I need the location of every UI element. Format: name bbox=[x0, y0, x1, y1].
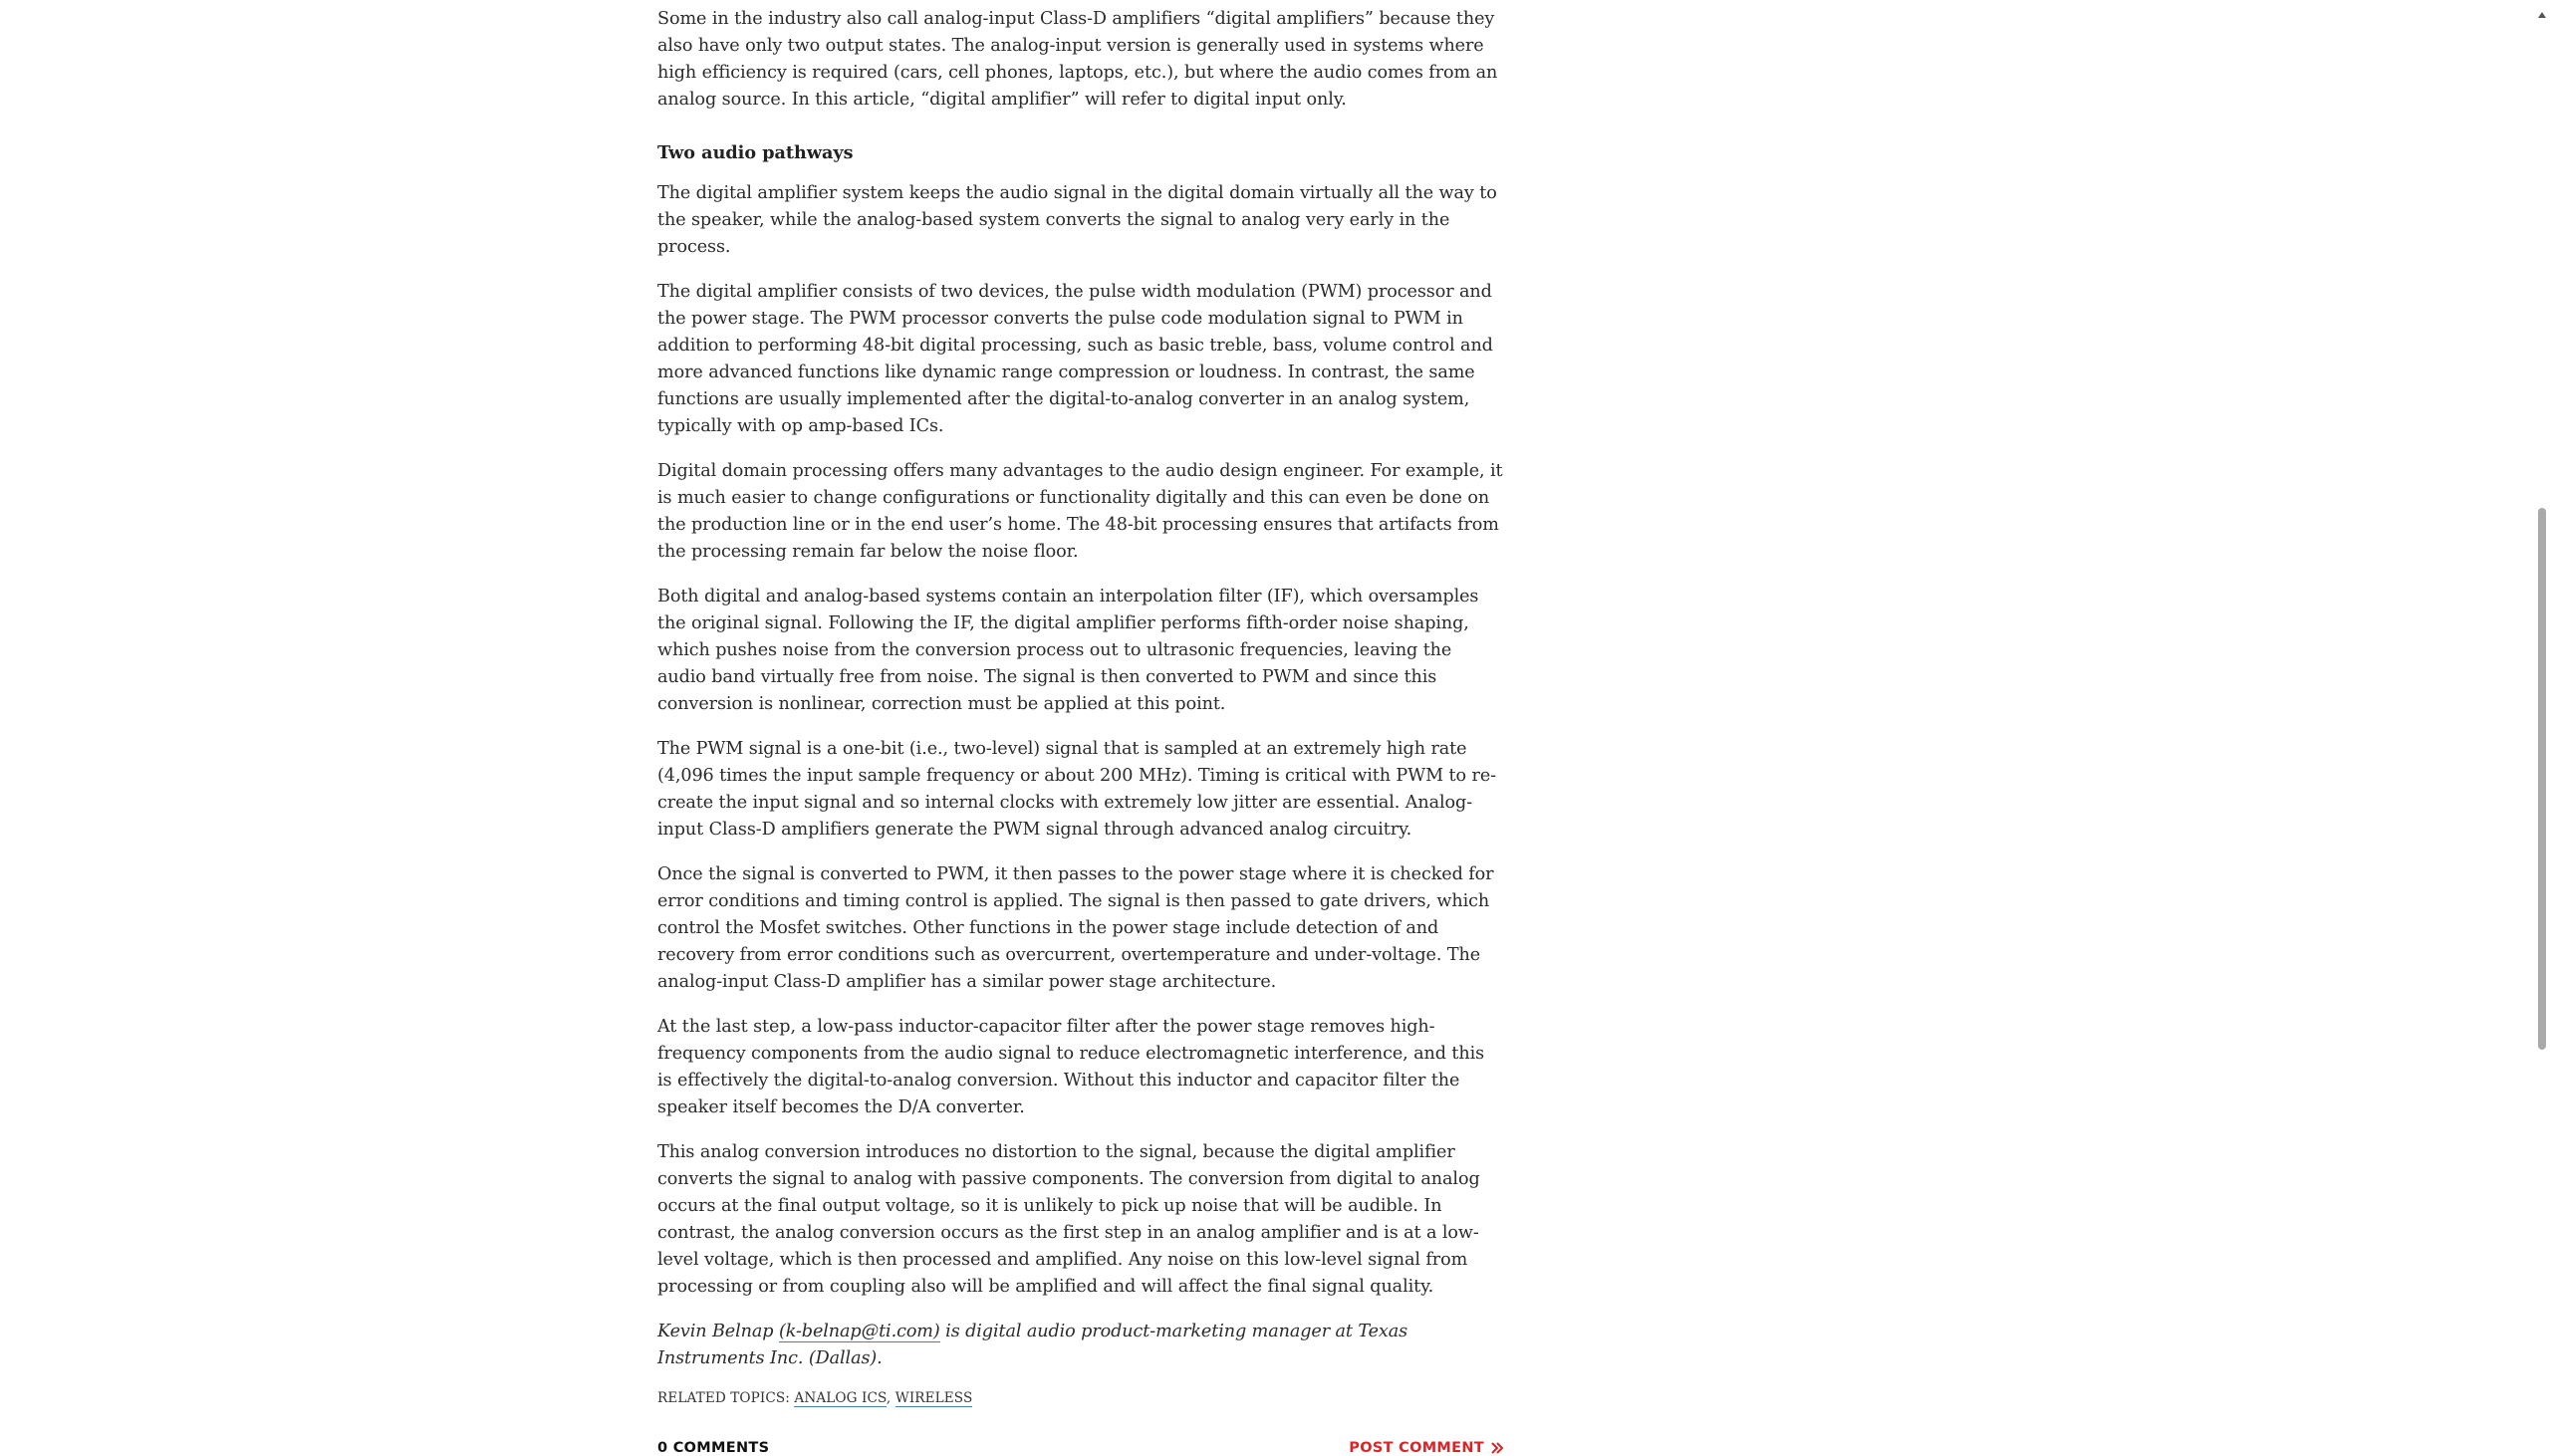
article-paragraph: The digital amplifier system keeps the audio signal in the digital domain virtually all the way to the speaker, while the analog-based system converts the signal to analog very early in the process. bbox=[657, 183, 1497, 257]
topic-separator: , bbox=[886, 1390, 895, 1406]
topic-link-wireless[interactable]: WIRELESS bbox=[894, 1390, 973, 1406]
author-title: is digital audio product-marketing manager at Texas Instruments Inc. (Dallas). bbox=[657, 1322, 1408, 1368]
article-paragraph: The digital amplifier consists of two devices, the pulse width modulation (PWM) processor and the power stage. The PWM processor converts the pulse code modulation signal to PWM in addition to performing 48-bit digital processing, such as basic treble, bass, volume control and more advanced functions like dynamic range compression or loudness. In contrast, the same functions are usually implemented after the digital-to-analog converter in an analog system, typically with op amp-based ICs. bbox=[657, 282, 1493, 436]
triangle-up-icon bbox=[2537, 4, 2547, 18]
article-paragraph: The PWM signal is a one-bit (i.e., two-level) signal that is sampled at an extremely high rate (4,096 times the input sample frequency or about 200 MHz). Timing is critical with PWM to re-create the input signal and so internal clocks with extremely low jitter are essential. Analog-input Class-D amplifiers generate the PWM signal through advanced analog circuitry. bbox=[657, 739, 1496, 840]
post-comment-button[interactable] bbox=[1349, 1440, 1504, 1456]
article-paragraph: Once the signal is converted to PWM, it then passes to the power stage where it is checked for error conditions and timing control is applied. The signal is then passed to gate drivers, which control the Mosfet switches. Other functions in the power stage include detection of and recovery from error conditions such as overcurrent, overtemperature and under-voltage. The analog-input Class-D amplifier has a similar power stage architecture. bbox=[657, 864, 1494, 992]
author-name: Kevin Belnap bbox=[657, 1322, 774, 1341]
author-email-link[interactable]: (k-belnap@ti.com) bbox=[778, 1322, 940, 1341]
article-paragraph: At the last step, a low-pass inductor-capacitor filter after the power stage removes high-frequency components from the audio signal to reduce electromagnetic interference, and this is effectively the digital-to-analog conversion. Without this inductor and capacitor filter the speaker itself becomes the D/A converter. bbox=[657, 1017, 1485, 1117]
article-paragraph: Digital domain processing offers many advantages to the audio design engineer. For example, it is much easier to change configurations or functionality digitally and this can even be done on the production line or in the end user’s home. The 48-bit processing ensures that artifacts from the processing remain far below the noise floor. bbox=[657, 461, 1503, 562]
related-topics-label: RELATED TOPICS: bbox=[657, 1390, 795, 1406]
scroll-up-button[interactable] bbox=[2534, 4, 2550, 18]
topic-link-analog-ics[interactable]: ANALOG ICS bbox=[794, 1390, 887, 1406]
section-heading: Two audio pathways bbox=[657, 142, 854, 163]
comment-count: 0 COMMENTS bbox=[657, 1440, 770, 1456]
post-comment-label: POST COMMENT bbox=[1349, 1440, 1484, 1456]
related-topics bbox=[657, 1390, 1504, 1406]
article-body bbox=[657, 6, 1504, 1456]
article-paragraph: Some in the industry also call analog-input Class-D amplifiers “digital amplifiers” because they also have only two output states. The analog-input version is generally used in systems where high efficiency is required (cars, cell phones, laptops, etc.), but where the audio comes from an analog source. In this article, “digital amplifier” will refer to digital input only. bbox=[657, 9, 1498, 110]
comments-bar bbox=[657, 1440, 1504, 1456]
scroll-thumb[interactable] bbox=[2538, 508, 2546, 1050]
article-paragraph: This analog conversion introduces no distortion to the signal, because the digital amplifier converts the signal to analog with passive components. The conversion from digital to analog occurs at the final output voltage, so it is unlikely to pick up noise that will be audible. In contrast, the analog conversion occurs as the first step in an analog amplifier and is at a low-level voltage, which is then processed and amplified. Any noise on this low-level signal from processing or from coupling also will be amplified and will affect the final signal quality. bbox=[657, 1142, 1480, 1297]
page-scrollbar[interactable] bbox=[2534, 0, 2550, 1434]
article-paragraph: Both digital and analog-based systems contain an interpolation filter (IF), which oversamples the original signal. Following the IF, the digital amplifier performs fifth-order noise shaping, which pushes noise from the conversion process out to ultrasonic frequencies, leaving the audio band virtually free from noise. The signal is then converted to PWM and since this conversion is nonlinear, correction must be applied at this point. bbox=[657, 587, 1479, 714]
author-bio bbox=[657, 1319, 1504, 1372]
double-chevron-right-icon bbox=[1490, 1441, 1504, 1455]
